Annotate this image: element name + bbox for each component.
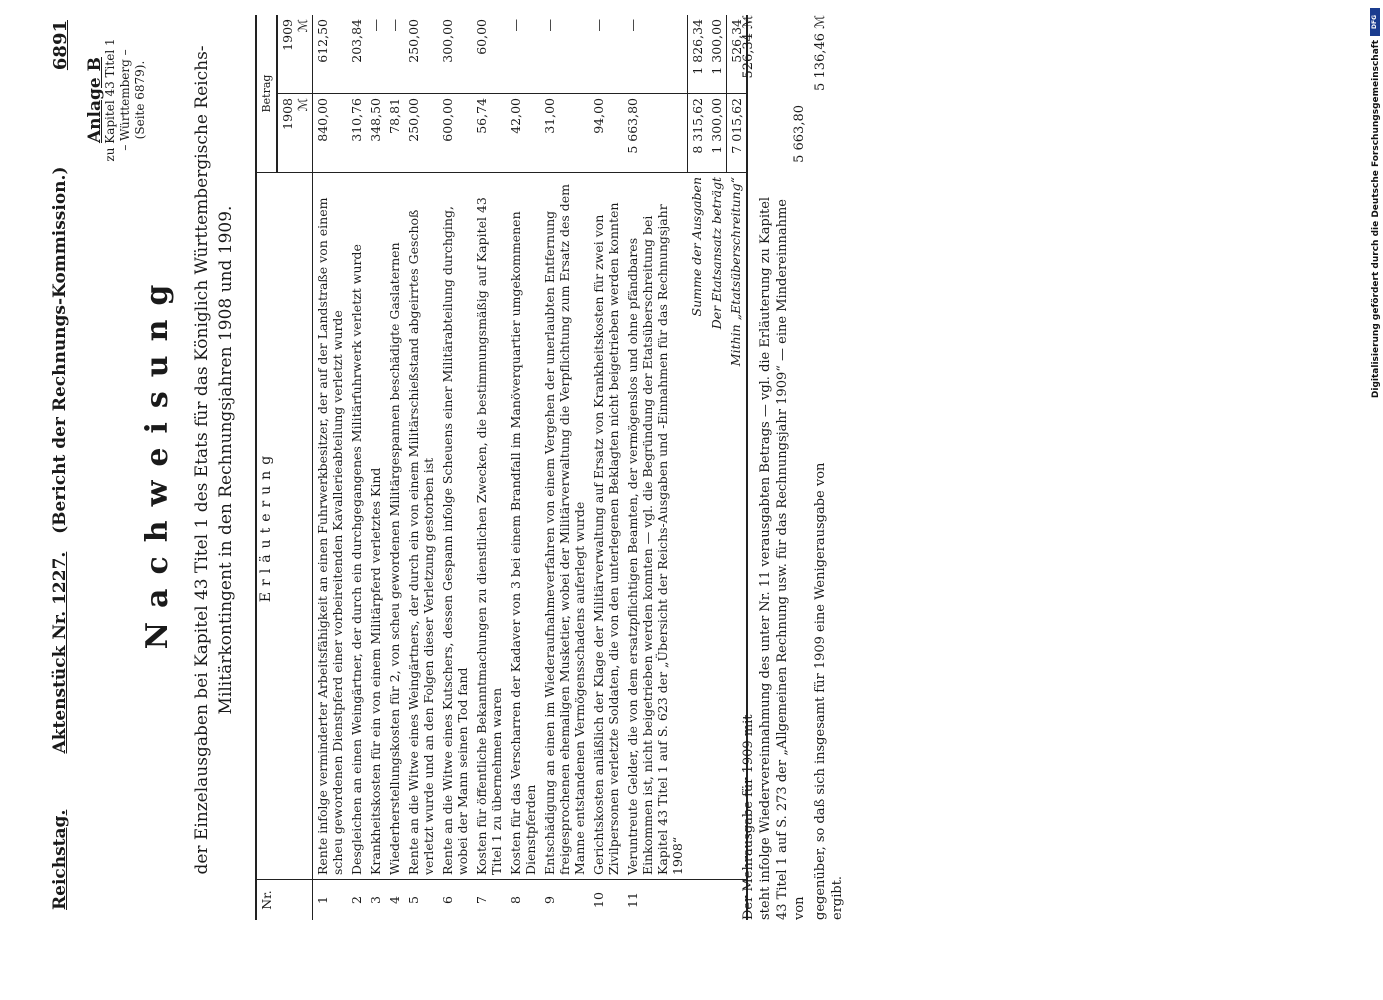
table-row: 5 Rente an die Witwe eines Weingärtners, der durch ein von einem Militärschießstand abgeirrtes Geschoß verletzt wurde und an den Folgen dieser Verletzung gestorben ist 250,00 250,00 bbox=[404, 15, 438, 920]
col-header-1908: 1908 ℳ bbox=[277, 94, 313, 173]
summe-row: Summe der Ausgaben 8 315,62 1 826,34 bbox=[687, 15, 707, 920]
page-title: Nachweisung bbox=[140, 270, 175, 650]
page-subtitle: der Einzelausgaben bei Kapitel 43 Titel 1 des Etats für das Königlich Württembergische Reichs-Militärkontingent in den Rechnungsjahren 1908 und 1909. bbox=[192, 45, 236, 875]
page-number: 6891 bbox=[50, 20, 71, 71]
footer-value2: 5 663,80 bbox=[792, 105, 807, 163]
table-row: 6 Rente an die Witwe eines Kutschers, dessen Gespann infolge Scheuens einer Militärabteilung durchging, wobei der Mann seinen Tod fand 600,00 300,00 bbox=[438, 15, 472, 920]
rotated-page bbox=[40, 0, 1350, 920]
col-header-1909: 1909 ℳ bbox=[277, 15, 313, 94]
table-row: 11 Veruntreute Gelder, die von dem ersatzpflichtigen Beamten, der vermögenslos und ohne pfändbares Einkommen ist, nicht beigetrieben werden konnten — vgl. die Begründung der Etatsüberschreitung bei Kapitel 43 Titel 1 auf S. 623 der „Übersicht der Reichs-Ausgaben und -Einnahmen für das Rechnungsjahr 1908“ 5 663,80 — bbox=[623, 15, 687, 920]
expenses-table bbox=[255, 15, 748, 920]
table-row: 8 Kosten für das Verscharren der Kadaver von 3 bei einem Brandfall im Manöverquartier umgekommenen Dienstpferden 42,00 — bbox=[506, 15, 540, 920]
col-header-nr: Nr. bbox=[256, 880, 313, 921]
col-header-betrag: Betrag bbox=[256, 15, 277, 173]
page-header bbox=[40, 0, 80, 920]
footer-line2: steht infolge Wiedervereinnahmung des unter Nr. 11 verausgabten Betrags — vgl. die Erläuterung zu Kapitel 43 Titel 1 auf S. 273 der „Allgemeinen Rechnung usw. für das Rechnungsjahr 1909“ — eine Mindereinnahme von 5 663,80 bbox=[758, 105, 807, 920]
anlage-note bbox=[85, 20, 148, 180]
footer-text bbox=[740, 15, 846, 920]
footer-line3: gegenüber, so daß sich insgesamt für 1909 eine Wenigerausgabe von 5 136,46 ℳ bbox=[813, 15, 828, 920]
header-middle bbox=[50, 0, 70, 920]
header-aktenstueck: Aktenstück Nr. 1227. bbox=[50, 551, 70, 754]
anlage-line2: – Württemberg – bbox=[118, 49, 132, 151]
etat-row: Der Etatsansatz beträgt 1 300,00 1 300,00 bbox=[707, 15, 727, 920]
table-row: 3 Krankheitskosten für ein von einem Militärpferd verletztes Kind 348,50 — bbox=[366, 15, 385, 920]
table-row: 10 Gerichtskosten anläßlich der Klage der Militärverwaltung auf Ersatz von Krankheitskosten für zwei von Zivilpersonen verletzte Soldaten, die von den unterlegenen Beklagten nicht beigetrieben werden konnten 94,00 — bbox=[589, 15, 623, 920]
table-row: 2 Desgleichen an einen Weingärtner, der durch ein durchgegangenes Militärfuhrwerk verletzt wurde 310,76 203,84 bbox=[347, 15, 366, 920]
dfg-logo-icon: DFG bbox=[1370, 8, 1380, 36]
header-paren: (Bericht der Rechnungs-Kommission.) bbox=[50, 166, 70, 534]
table-row: 7 Kosten für öffentliche Bekanntmachungen zu dienstlichen Zwecken, die bestimmungsmäßig auf Kapitel 43 Titel 1 zu übernehmen waren 56,74 60,00 bbox=[472, 15, 506, 920]
anlage-line1: zu Kapitel 43 Titel 1 bbox=[103, 38, 117, 162]
footer-value3: 5 136,46 ℳ bbox=[813, 15, 828, 91]
table-row: 4 Wiederherstellungskosten für 2, von scheu gewordenen Militärgespannen beschädigte Gaslaternen 78,81 — bbox=[385, 15, 404, 920]
digitization-note: Digitalisierung gefördert durch die Deutsche Forschungsgemeinschaft bbox=[1371, 40, 1381, 399]
table-row: 1 Rente infolge verminderter Arbeitsfähigkeit an einen Fuhrwerkbesitzer, der auf der Landstraße von einem scheu gewordenen Dienstpferd einer vorbeireitenden Kavallerieabteilung verletzt wurde 840,00 612,50 bbox=[313, 15, 348, 920]
header-left: Reichstag. bbox=[50, 809, 70, 910]
anlage-title: Anlage B bbox=[85, 57, 105, 144]
footer-line1: Der Mehrausgabe für 1909 mit 526,34 ℳ bbox=[741, 15, 756, 920]
anlage-line3: (Seite 6879). bbox=[133, 60, 147, 140]
table-row: 9 Entschädigung an einen im Wiederaufnahmeverfahren von einem Vergehen der unerlaubten Entfernung freigesprochenen ehemaligen Musketier, wobei der Militärverwaltung die Verpflichtung zum Ersatz des dem Manne entstandenen Vermögensschadens auferlegt wurde 31,00 — bbox=[540, 15, 589, 920]
col-header-text: Erläuterung bbox=[256, 173, 313, 880]
mithin-row: Mithin „Etatsüberschreitung“ 7 015,62 526,34 bbox=[726, 15, 747, 920]
footer-line4: ergibt. bbox=[830, 875, 845, 920]
footer-value1: 526,34 ℳ bbox=[741, 15, 756, 79]
